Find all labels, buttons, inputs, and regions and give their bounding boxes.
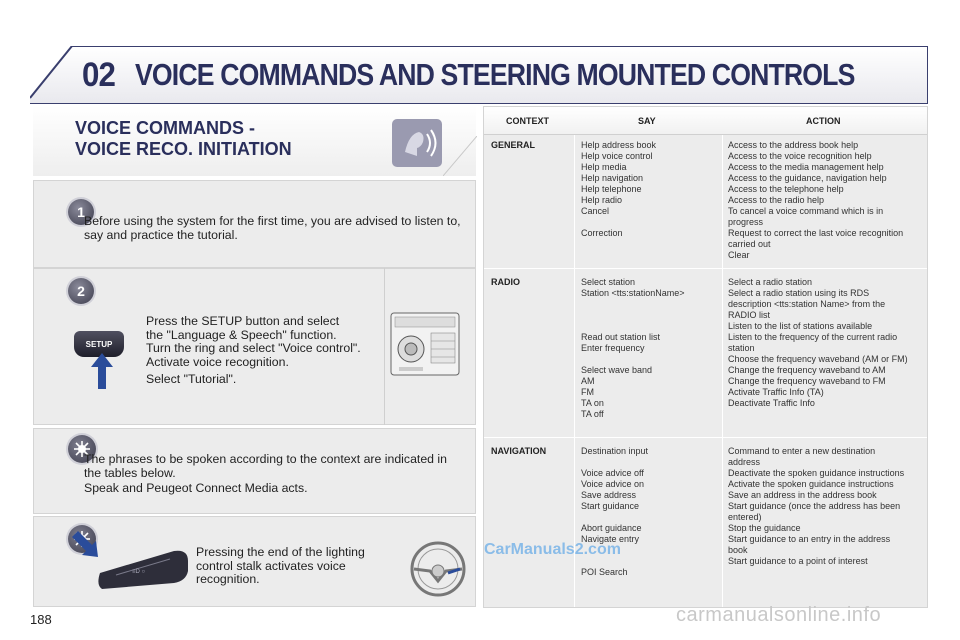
column-divider-2 — [722, 135, 723, 607]
table-header — [484, 107, 927, 135]
table-cell-say: Select station Station <tts:stationName> Read out station list Enter frequency Select wave band AM FM TA on TA off — [581, 277, 685, 419]
section-title-panel — [33, 106, 476, 176]
page-number: 188 — [30, 612, 52, 627]
table-cell-action: Command to enter a new destination address Deactivate the spoken guidance instructions Activate the spoken guidance instructions Save an address in the address book Start guidance (once the address has been entered) Stop the guidance Start guidance to an entry in the address book Start guidance to a point of interest — [728, 446, 905, 566]
chapter-number: 02 — [82, 56, 115, 94]
tip-2-text: Pressing the end of the lighting control stalk activates voice recognition. — [196, 545, 365, 586]
table-row-context: NAVIGATION — [491, 446, 547, 456]
table-cell-say: Help address book Help voice control Help media Help navigation Help telephone Help radio Cancel Correction — [581, 140, 657, 238]
svg-text:≡D ○: ≡D ○ — [132, 569, 146, 575]
setup-button-illustration: SETUP — [74, 331, 124, 357]
column-header-say: SAY — [638, 116, 656, 126]
step-2-text: Press the SETUP button and select the "Language & Speech" function. Turn the ring and select "Voice control". Activate voice recognition. — [146, 314, 361, 369]
step-1-text: Before using the system for the first time, you are advised to listen to, say and practice the tutorial. — [84, 214, 461, 242]
step-2-divider — [384, 268, 385, 425]
table-cell-action: Access to the address book help Access to the voice recognition help Access to the media management help Access to the guidance, navigation help Access to the telephone help Access to the radio help To cancel a voice command which is in progress Request to correct the last voice recognition carried out Clear — [728, 140, 904, 260]
footer-site-mark: carmanualsonline.info — [676, 604, 882, 626]
table-cell-say: Destination input Voice advice off Voice advice on Save address Start guidance Abort guidance Navigate entry POI Search — [581, 446, 649, 577]
section-title — [75, 118, 292, 160]
watermark: CarManuals2.com — [484, 541, 621, 558]
section-title-line2: VOICE RECO. INITIATION — [75, 139, 292, 159]
step-2-badge: 2 — [68, 278, 94, 304]
tip-1-text: The phrases to be spoken according to the context are indicated in the tables below. — [84, 452, 447, 480]
voice-command-icon — [391, 118, 443, 168]
steering-wheel-illustration — [408, 539, 468, 599]
step-1-badge: 1 — [68, 199, 94, 225]
lighting-stalk-illustration — [96, 545, 192, 593]
head-unit-illustration — [389, 309, 461, 379]
tip-1-panel — [33, 428, 476, 514]
tip-2-panel — [33, 516, 476, 607]
tip-1-text-2: Speak and Peugeot Connect Media acts. — [84, 481, 308, 495]
step-2-panel — [33, 268, 476, 425]
step-2-text-2: Select "Tutorial". — [146, 372, 237, 386]
column-divider-1 — [574, 135, 575, 607]
column-header-context: CONTEXT — [506, 116, 550, 126]
arrow-up-icon — [91, 353, 113, 389]
page-header — [30, 46, 928, 104]
step-1-panel — [33, 180, 476, 268]
table-row-context: RADIO — [491, 277, 520, 287]
voice-commands-table — [483, 106, 928, 608]
column-header-action: ACTION — [806, 116, 841, 126]
section-title-line1: VOICE COMMANDS - — [75, 118, 255, 138]
row-divider-2 — [484, 437, 927, 438]
page-title: VOICE COMMANDS AND STEERING MOUNTED CONTROLS — [135, 57, 855, 92]
table-cell-action: Select a radio station Select a radio station using its RDS description <tts:station Name> from the RADIO list Listen to the list of stations available Listen to the frequency of the current radio station Choose the frequency waveband (AM or FM) Change the frequency waveband to AM Change the frequency waveband to FM Activate Traffic Info (TA) Deactivate Traffic Info — [728, 277, 908, 408]
row-divider-1 — [484, 268, 927, 269]
panel-corner-line — [443, 136, 477, 176]
table-row-context: GENERAL — [491, 140, 536, 150]
